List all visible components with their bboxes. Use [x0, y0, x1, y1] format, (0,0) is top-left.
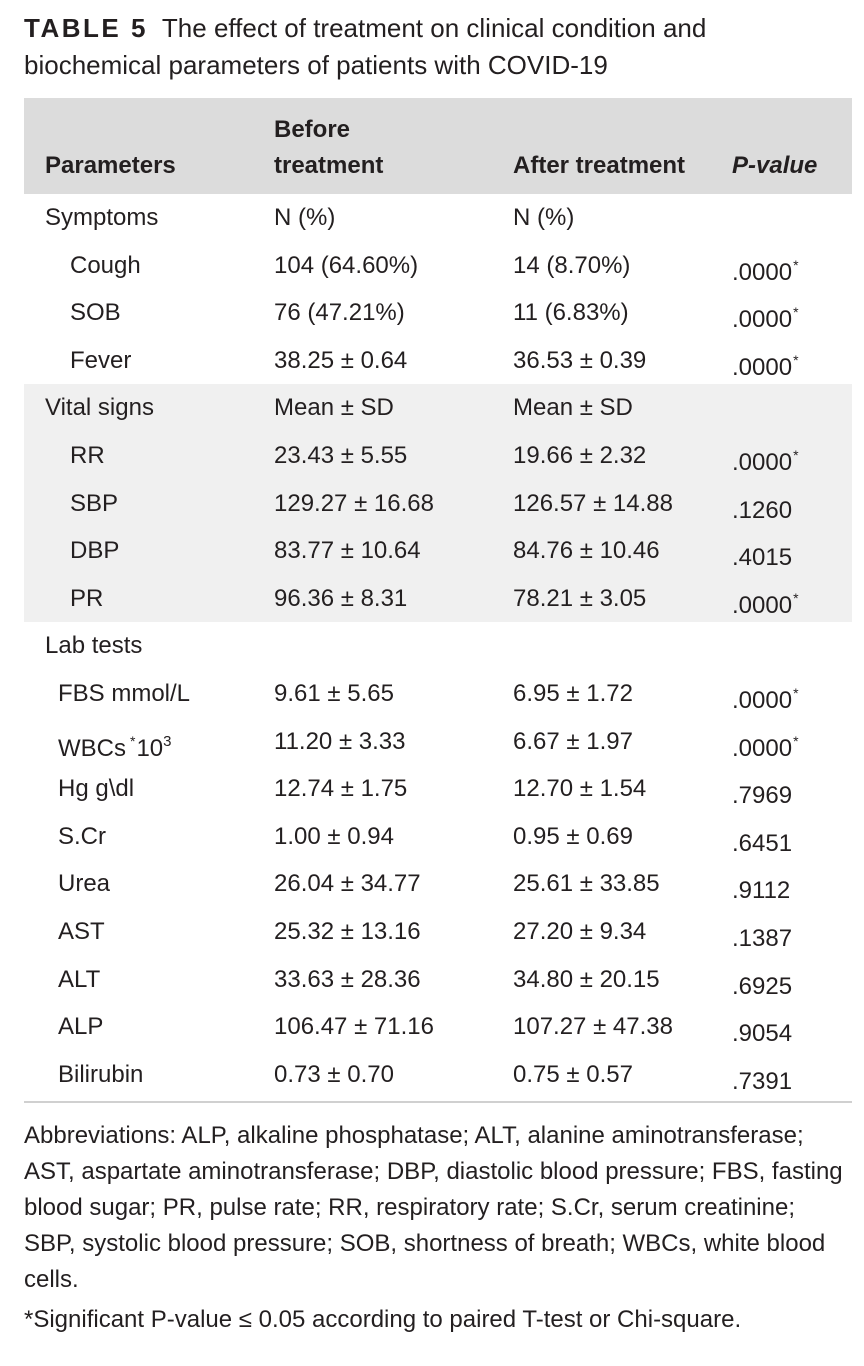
section-title: Symptoms: [45, 204, 159, 231]
after-cell: 36.53 ± 0.39: [513, 346, 647, 374]
pvalue: .7969: [732, 782, 793, 810]
param-cell: ALP: [58, 1013, 104, 1041]
pvalue-cell: [732, 432, 799, 487]
after-cell: 34.80 ± 20.15: [513, 965, 660, 993]
param-cell: S.Cr: [58, 822, 106, 850]
pvalue-cell: [732, 1051, 793, 1106]
significance-marker: *: [793, 304, 799, 321]
param-base: 10: [136, 734, 164, 762]
param-exponent: 3: [163, 732, 172, 750]
pvalue-cell: [732, 527, 793, 582]
header-pvalue: P-value: [732, 152, 818, 179]
table-row: [24, 860, 852, 908]
section-title: Vital signs: [45, 394, 154, 422]
section-header-row: [24, 384, 852, 432]
table-label: TABLE 5: [24, 13, 148, 43]
pvalue-cell: [732, 956, 793, 1011]
section-lab-tests: [24, 622, 852, 1098]
pvalue: .1260: [732, 496, 793, 524]
after-cell: 12.70 ± 1.54: [513, 775, 647, 803]
before-cell: 83.77 ± 10.64: [274, 537, 421, 565]
section-header-row: [24, 622, 852, 670]
pvalue-cell: [732, 765, 793, 820]
after-cell: 6.67 ± 1.97: [513, 727, 633, 755]
after-cell: 0.75 ± 0.57: [513, 1060, 633, 1088]
table-row: [24, 480, 852, 528]
after-cell: 78.21 ± 3.05: [513, 584, 647, 612]
pvalue-cell: [732, 242, 799, 297]
section-title: Lab tests: [45, 632, 143, 660]
table-row: [24, 289, 852, 337]
param-cell: DBP: [70, 537, 120, 565]
significance-marker: *: [793, 684, 799, 701]
pvalue: .9054: [732, 1020, 793, 1048]
pvalue: .0000: [732, 686, 793, 714]
before-cell: 12.74 ± 1.75: [274, 775, 408, 803]
pvalue: .0000: [732, 258, 793, 286]
pvalue-cell: [732, 289, 799, 344]
after-cell: 27.20 ± 9.34: [513, 917, 647, 945]
header-before-line1: Before: [274, 116, 351, 143]
table-bottom-rule: [24, 1101, 852, 1103]
before-cell: 106.47 ± 71.16: [274, 1013, 434, 1041]
before-cell: 104 (64.60%): [274, 251, 419, 279]
param-cell: Hg g\dl: [58, 775, 135, 803]
after-cell: 25.61 ± 33.85: [513, 870, 660, 898]
significance-marker: *: [793, 351, 799, 368]
after-cell: 126.57 ± 14.88: [513, 489, 673, 517]
section-unit-after: N (%): [513, 204, 575, 231]
abbreviations-note: Abbreviations: ALP, alkaline phosphatase; ALT, alanine aminotransferase; AST, aspartate aminotransferase; DBP, diastolic blood pressure; FBS, fasting blood sugar; PR, pulse rate; RR, respiratory rate; S.Cr, serum creatinine; SBP, systolic blood pressure; SOB, shortness of breath; WBCs, white blood cells.: [24, 1122, 843, 1293]
pvalue: .7391: [732, 1067, 793, 1095]
significance-footnote: *Significant P-value ≤ 0.05 according to paired T-test or Chi-square.: [24, 1306, 742, 1333]
pvalue: .0000: [732, 591, 793, 619]
pvalue: .0000: [732, 734, 793, 762]
table-row: [24, 956, 852, 1004]
pvalue: .9112: [732, 877, 791, 905]
table-row: [24, 1003, 852, 1051]
pvalue: .0000: [732, 448, 793, 476]
section-vital-signs: [24, 384, 852, 622]
table-title: The effect of treatment on clinical condition and biochemical parameters of patients with COVID-19: [24, 13, 707, 80]
table-row: [24, 575, 852, 623]
before-cell: 25.32 ± 13.16: [274, 917, 421, 945]
pvalue: .1387: [732, 924, 793, 952]
param-cell: Urea: [58, 870, 111, 898]
before-cell: 9.61 ± 5.65: [274, 679, 394, 707]
pvalue: .6451: [732, 829, 793, 857]
after-cell: 6.95 ± 1.72: [513, 679, 633, 707]
after-cell: 19.66 ± 2.32: [513, 441, 647, 469]
before-cell: 38.25 ± 0.64: [274, 346, 408, 374]
section-unit-before: Mean ± SD: [274, 394, 394, 422]
pvalue-cell: [732, 813, 793, 868]
pvalue: .4015: [732, 544, 793, 572]
before-cell: 0.73 ± 0.70: [274, 1060, 394, 1088]
significance-marker: *: [793, 732, 799, 749]
pvalue-cell: [732, 575, 799, 630]
pvalue: .0000: [732, 306, 793, 334]
data-table: [24, 98, 852, 1098]
param-cell: Cough: [70, 251, 141, 279]
after-cell: 84.76 ± 10.46: [513, 537, 660, 565]
pvalue-cell: [732, 908, 793, 963]
param-cell: FBS mmol/L: [58, 679, 191, 707]
pvalue-cell: [732, 1003, 793, 1058]
param-star: *: [130, 732, 136, 749]
pvalue-cell: [732, 860, 791, 915]
table-row: [24, 242, 852, 290]
pvalue-cell: [732, 718, 799, 773]
before-cell: 33.63 ± 28.36: [274, 965, 421, 993]
table-notes: [24, 1118, 852, 1338]
table-row: [24, 813, 852, 861]
after-cell: 107.27 ± 47.38: [513, 1013, 673, 1041]
table-header: [24, 98, 852, 194]
table-row: [24, 1051, 852, 1099]
pvalue-cell: [732, 337, 799, 392]
before-cell: 26.04 ± 34.77: [274, 870, 421, 898]
param-name: WBCs: [58, 734, 126, 762]
param-cell: AST: [58, 917, 105, 945]
section-symptoms: [24, 194, 852, 384]
table-row: [24, 527, 852, 575]
param-cell: SBP: [70, 489, 119, 517]
param-cell: ALT: [58, 965, 101, 993]
table-row: [24, 670, 852, 718]
param-cell: RR: [70, 441, 105, 469]
section-unit-before: N (%): [274, 204, 336, 231]
param-cell: [58, 718, 172, 773]
before-cell: 11.20 ± 3.33: [274, 727, 406, 755]
pvalue-cell: [732, 480, 793, 535]
after-cell: 11 (6.83%): [513, 299, 629, 327]
significance-marker: *: [793, 446, 799, 463]
table-row: [24, 337, 852, 385]
header-after: After treatment: [513, 152, 686, 179]
param-cell: SOB: [70, 299, 121, 327]
before-cell: 23.43 ± 5.55: [274, 441, 408, 469]
table-row: [24, 908, 852, 956]
table-row: [24, 718, 852, 766]
before-cell: 76 (47.21%): [274, 299, 405, 327]
section-unit-after: Mean ± SD: [513, 394, 633, 422]
table-row: [24, 432, 852, 480]
significance-marker: *: [793, 589, 799, 606]
after-cell: 14 (8.70%): [513, 251, 631, 279]
pvalue: .0000: [732, 353, 793, 381]
table-row: [24, 765, 852, 813]
before-cell: 1.00 ± 0.94: [274, 822, 394, 850]
significance-marker: *: [793, 256, 799, 273]
pvalue: .6925: [732, 972, 793, 1000]
pvalue-cell: [732, 670, 799, 725]
param-cell: Bilirubin: [58, 1060, 144, 1088]
before-cell: 96.36 ± 8.31: [274, 584, 408, 612]
param-cell: Fever: [70, 346, 132, 374]
table-caption: [24, 10, 844, 84]
header-before-line2: treatment: [274, 152, 384, 179]
header-parameters: Parameters: [45, 152, 176, 179]
section-header-row: [24, 194, 852, 242]
after-cell: 0.95 ± 0.69: [513, 822, 633, 850]
param-cell: PR: [70, 584, 104, 612]
before-cell: 129.27 ± 16.68: [274, 489, 434, 517]
